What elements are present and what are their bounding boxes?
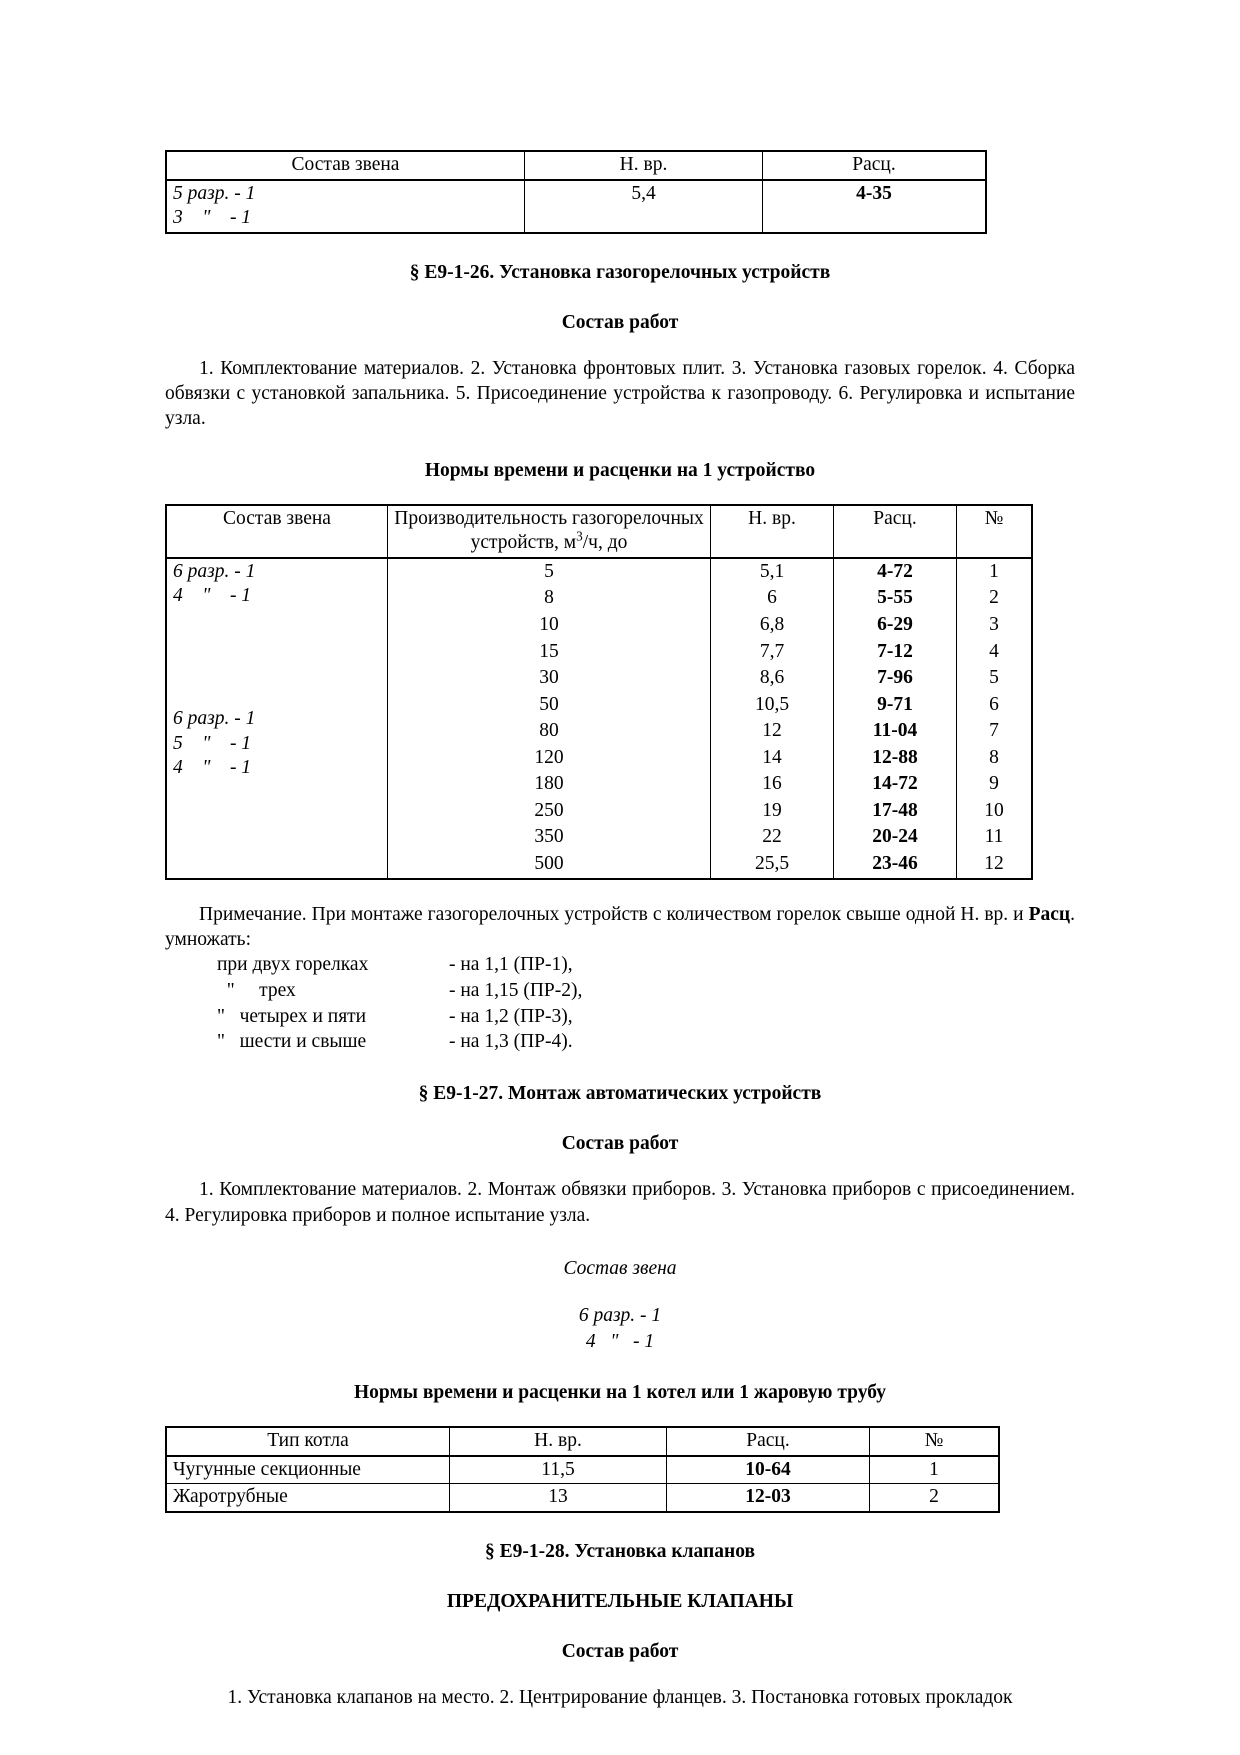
cell-hvr: 5,1 [711,558,834,586]
section-subtitle-28: ПРЕДОХРАНИТЕЛЬНЫЕ КЛАПАНЫ [446,1590,794,1612]
table-crew-top [165,150,987,234]
cell-no: 5 [957,665,1033,692]
cell-capacity: 500 [388,851,711,879]
cell-hvr: 25,5 [711,851,834,879]
cell-capacity: 8 [388,585,711,612]
cell-rasc: 14-72 [834,771,957,798]
cell-rasc: 4-72 [834,558,957,586]
cell-rasc: 9-71 [834,692,957,719]
crew-line: 6 разр. - 1 [173,707,256,729]
crew-line: 5 разр. - 1 [173,182,256,204]
works-text-26: 1. Комплектование материалов. 2. Установка фронтовых плит. 3. Установка газовых горелок. 4. Сборка обвязки с установкой запальника. 5. Присоединение устройства к газопроводу. 6. Регулировка и испытание узла. [165,357,1075,430]
capacity-unit-pre: устройств, м [470,532,577,554]
cell-capacity: 250 [388,798,711,825]
col-header-rasc: Расц. [834,505,957,558]
multiplier-value: - на 1,15 (ПР-2), [449,980,583,1002]
col-header-no: № [957,505,1033,558]
cell-no: 8 [957,745,1033,772]
cell-rasc: 6-29 [834,612,957,639]
cell-hvr: 22 [711,824,834,851]
note-lead: Примечание. При монтаже газогорелочных устройств с количеством горелок свыше одной Н. вр. и [199,903,1029,925]
multiplier-label: при двух горелках [217,954,369,976]
list-item [217,978,1075,1004]
list-item [217,1029,1075,1055]
norms-heading-26: Нормы времени и расценки на 1 устройство [424,459,816,481]
list-item [217,952,1075,978]
table-body [166,180,986,233]
capacity-unit-sup: 3 [576,528,583,544]
cell-capacity: 350 [388,824,711,851]
col-header-hvr: Н. вр. [711,505,834,558]
cell-hvr: 5,4 [525,180,763,233]
cell-no: 2 [870,1484,1000,1512]
cell-hvr: 8,6 [711,665,834,692]
cell-rasc: 17-48 [834,798,957,825]
multiplier-value: - на 1,1 (ПР-1), [449,954,573,976]
cell-no: 1 [870,1456,1000,1484]
crew-line: 3 " - 1 [173,207,252,229]
cell-crew-groups [166,558,388,879]
cell-boiler-type: Чугунные секционные [166,1456,450,1484]
col-header-boiler-type: Тип котла [166,1427,450,1456]
cell-capacity: 80 [388,718,711,745]
cell-rasc: 20-24 [834,824,957,851]
col-header-hvr: Н. вр. [450,1427,667,1456]
cell-capacity: 120 [388,745,711,772]
cell-rasc: 5-55 [834,585,957,612]
col-header-capacity-line2 [394,528,704,556]
cell-rasc: 12-03 [667,1484,870,1512]
table-body [166,558,1032,879]
table-row [166,180,986,233]
cell-hvr: 12 [711,718,834,745]
note-block-26 [165,902,1075,1056]
cell-capacity: 30 [388,665,711,692]
note-tail: . умножать: [165,903,1075,950]
col-header-capacity-line1: Производительность газогорелочных [394,507,704,529]
note-text [165,902,1075,953]
cell-hvr: 6 [711,585,834,612]
table-gas-burner-norms [165,504,1033,880]
cell-hvr: 16 [711,771,834,798]
works-text-28: 1. Установка клапанов на место. 2. Центрирование фланцев. 3. Постановка готовых прокладок [227,1686,1013,1708]
cell-no: 9 [957,771,1033,798]
crew-line: 4 " - 1 [585,1330,655,1352]
multiplier-value: - на 1,2 (ПР-3), [449,1005,573,1027]
table-header-row [166,505,1032,558]
cell-rasc: 23-46 [834,851,957,879]
cell-rasc: 10-64 [667,1456,870,1484]
crew-heading-27: Состав звена [563,1257,677,1279]
table-body [166,1456,999,1512]
list-item [217,1004,1075,1030]
cell-rasc: 11-04 [834,718,957,745]
cell-rasc: 7-96 [834,665,957,692]
cell-no: 7 [957,718,1033,745]
works-heading-28: Состав работ [561,1640,679,1662]
cell-no: 4 [957,639,1033,666]
table-row [166,1484,999,1512]
cell-hvr: 19 [711,798,834,825]
works-text-27: 1. Комплектование материалов. 2. Монтаж обвязки приборов. 3. Установка приборов с присоединением. 4. Регулировка приборов и полное испытание узла. [165,1179,1075,1226]
cell-no: 10 [957,798,1033,825]
cell-capacity: 180 [388,771,711,798]
col-header-crew: Состав звена [166,505,388,558]
cell-boiler-type: Жаротрубные [166,1484,450,1512]
crew-line: 4 " - 1 [173,585,252,607]
table-row [166,1456,999,1484]
cell-no: 3 [957,612,1033,639]
cell-hvr: 11,5 [450,1456,667,1484]
multiplier-label: " шести и свыше [217,1031,367,1053]
cell-capacity: 5 [388,558,711,586]
cell-capacity: 50 [388,692,711,719]
col-header-no: № [870,1427,1000,1456]
cell-capacity: 10 [388,612,711,639]
cell-hvr: 13 [450,1484,667,1512]
cell-no: 1 [957,558,1033,586]
cell-no: 6 [957,692,1033,719]
crew-line: 5 " - 1 [173,732,252,754]
cell-no: 2 [957,585,1033,612]
table-header [166,1427,999,1456]
note-bold-word: Расц [1028,903,1071,925]
table-row [166,558,1032,586]
cell-no: 11 [957,824,1033,851]
crew-line: 4 " - 1 [173,757,252,779]
cell-capacity: 15 [388,639,711,666]
section-title-26: § Е9-1-26. Установка газогорелочных устройств [409,261,831,283]
col-header-hvr: Н. вр. [525,151,763,180]
cell-rasc: 4-35 [763,180,987,233]
col-header-rasc: Расц. [667,1427,870,1456]
section-title-28: § Е9-1-28. Установка клапанов [484,1540,756,1562]
capacity-unit-post: /ч, до [582,532,628,554]
multiplier-list [217,952,1075,1055]
cell-hvr: 14 [711,745,834,772]
works-heading-27: Состав работ [561,1133,679,1155]
cell-hvr: 7,7 [711,639,834,666]
table-boiler-norms [165,1426,1000,1513]
table-header [166,151,986,180]
table-header-row [166,151,986,180]
crew-line: 6 разр. - 1 [578,1305,662,1327]
crew-line: 6 разр. - 1 [173,560,256,582]
section-title-27: § Е9-1-27. Монтаж автоматических устройств [418,1083,822,1105]
col-header-crew: Состав звена [166,151,525,180]
cell-rasc: 7-12 [834,639,957,666]
cell-crew [166,180,525,233]
cell-hvr: 6,8 [711,612,834,639]
works-heading-26: Состав работ [561,311,679,333]
cell-hvr: 10,5 [711,692,834,719]
cell-no: 12 [957,851,1033,879]
table-header [166,505,1032,558]
multiplier-value: - на 1,3 (ПР-4). [449,1031,573,1053]
col-header-rasc: Расц. [763,151,987,180]
cell-rasc: 12-88 [834,745,957,772]
col-header-capacity [388,505,711,558]
multiplier-label: " четырех и пяти [217,1005,367,1027]
multiplier-label: " трех [217,980,296,1002]
norms-heading-27: Нормы времени и расценки на 1 котел или 1 жаровую трубу [354,1381,886,1403]
table-header-row [166,1427,999,1456]
